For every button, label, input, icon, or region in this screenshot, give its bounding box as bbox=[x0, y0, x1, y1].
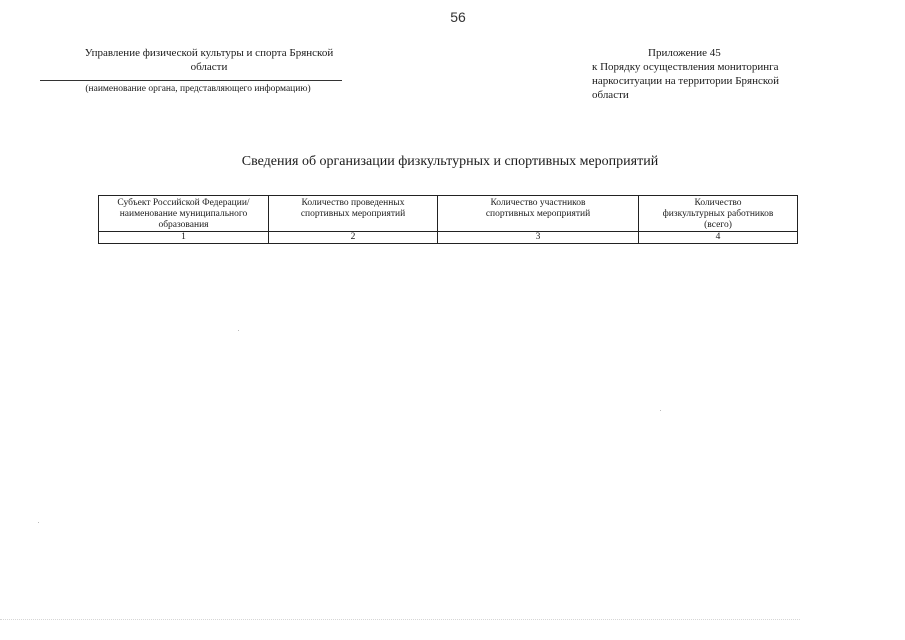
table-header-row bbox=[99, 196, 798, 232]
header-text-line: Количество участников bbox=[490, 198, 586, 208]
header-text-line: (всего) bbox=[704, 220, 732, 230]
header-text-line: наименование муниципального bbox=[119, 209, 248, 219]
scan-speck bbox=[238, 330, 239, 331]
column-header-participants-count bbox=[438, 196, 639, 232]
header-text-line: Субъект Российской Федерации/ bbox=[117, 198, 250, 208]
signature-rule bbox=[40, 80, 342, 81]
header-text-line: спортивных мероприятий bbox=[485, 209, 591, 219]
header-text-line: физкультурных работников bbox=[662, 209, 774, 219]
header-text-line: образования bbox=[158, 220, 209, 230]
organization-name bbox=[40, 46, 350, 74]
organization-name-line-1: Управление физической культуры и спорта Брянской bbox=[84, 47, 334, 59]
document-title: Сведения об организации физкультурных и спортивных мероприятий bbox=[241, 154, 659, 169]
column-number-row bbox=[99, 232, 798, 244]
header-text-line: спортивных мероприятий bbox=[300, 209, 406, 219]
column-header-events-count bbox=[269, 196, 438, 232]
appendix-line-3: области bbox=[592, 89, 629, 101]
column-number-cell: 4 bbox=[639, 232, 798, 244]
reporting-organization-block bbox=[40, 46, 350, 95]
header-text-line: Количество bbox=[694, 198, 742, 208]
scan-noise-line bbox=[0, 619, 800, 620]
appendix-title: Приложение 45 bbox=[648, 47, 721, 59]
column-number-cell: 1 bbox=[99, 232, 269, 244]
header-text-line: Количество проведенных bbox=[301, 198, 405, 208]
appendix-line-2: наркоситуации на территории Брянской bbox=[592, 75, 780, 87]
appendix-reference-block bbox=[592, 46, 832, 102]
scan-speck bbox=[38, 522, 39, 523]
report-table bbox=[98, 195, 798, 244]
column-number-cell: 2 bbox=[269, 232, 438, 244]
page-number: 56 bbox=[450, 9, 466, 25]
organization-caption: (наименование органа, представляющего информацию) bbox=[85, 84, 311, 94]
column-header-subject bbox=[99, 196, 269, 232]
scan-speck bbox=[660, 410, 661, 411]
organization-name-line-2: области bbox=[190, 61, 228, 73]
appendix-line-1: к Порядку осуществления мониторинга bbox=[592, 61, 779, 73]
column-header-workers-count bbox=[639, 196, 798, 232]
column-number-cell: 3 bbox=[438, 232, 639, 244]
